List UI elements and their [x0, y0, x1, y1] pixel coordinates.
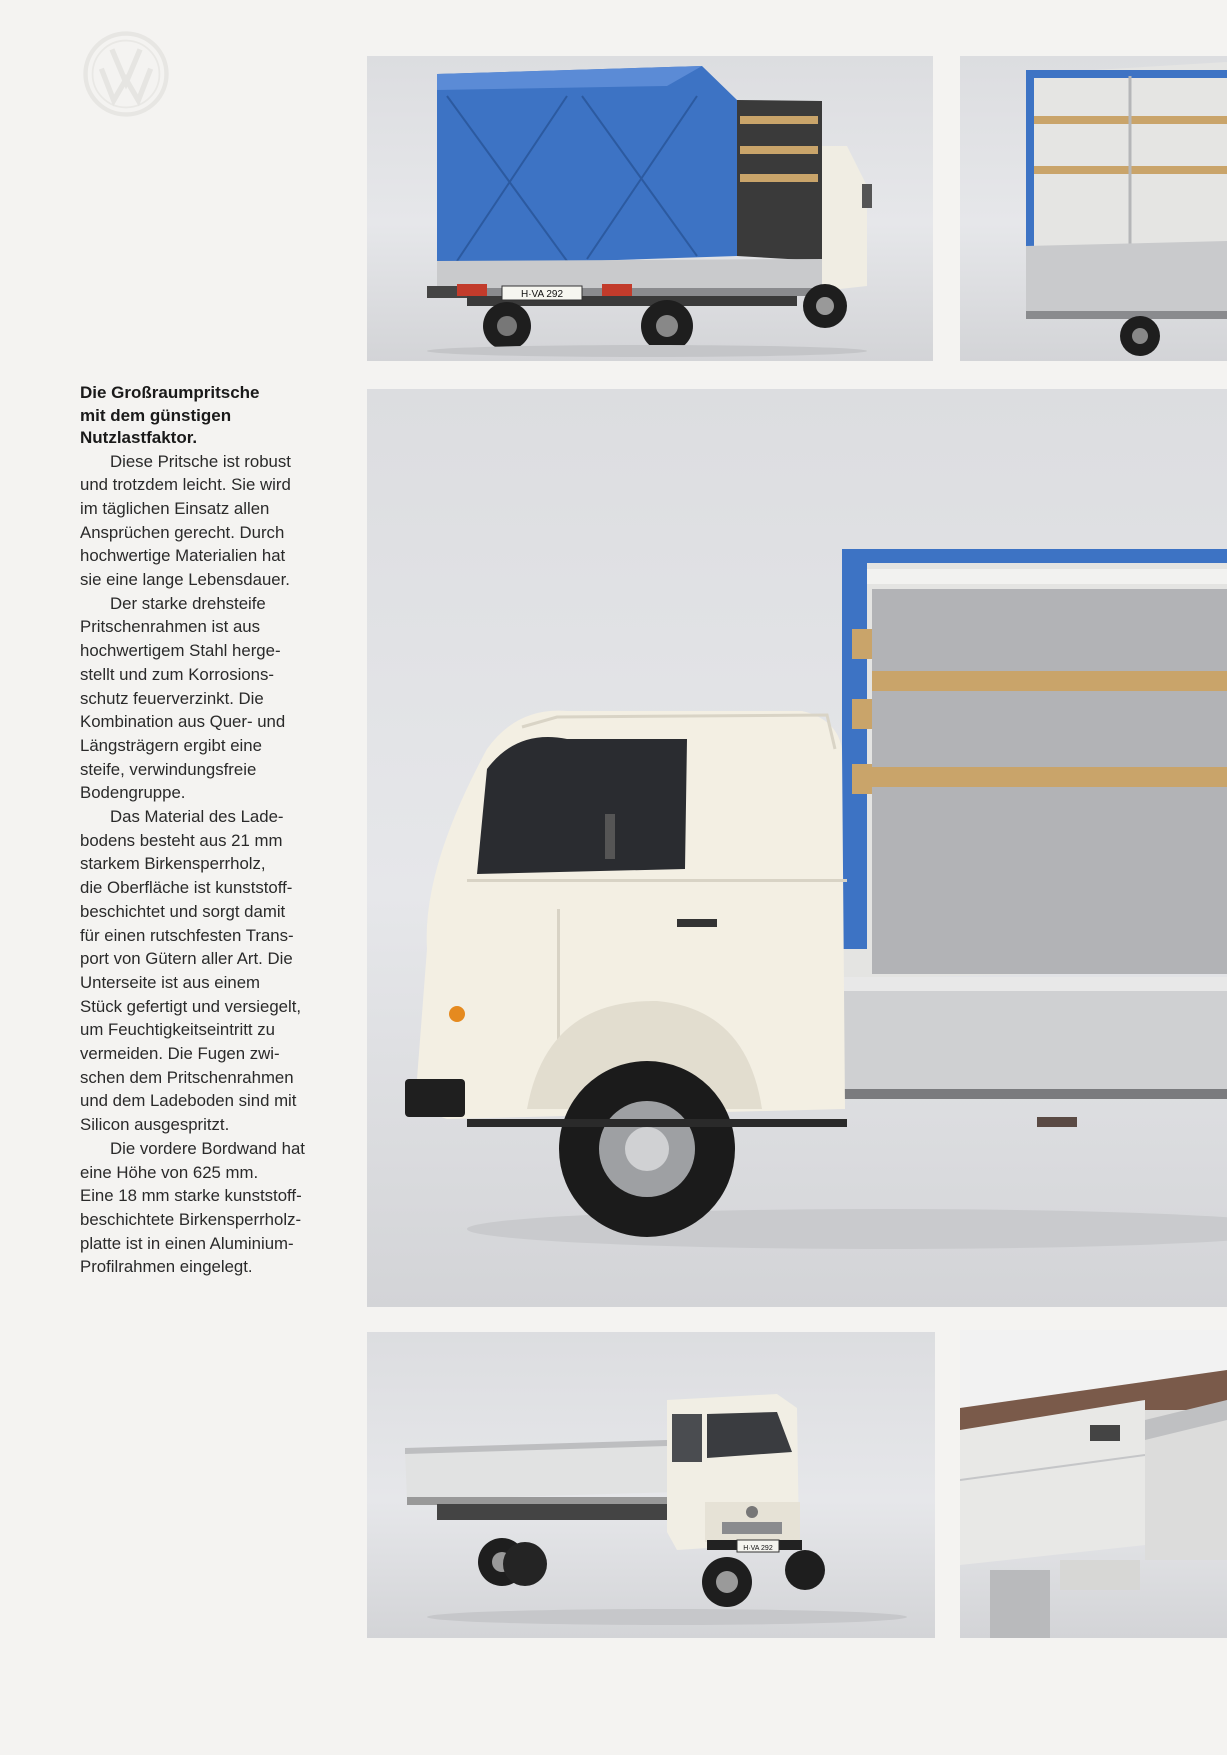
plate-text: H·VA 292	[520, 289, 564, 300]
article-paragraph-4: Die vordere Bordwand hat eine Höhe von 625 mm. Eine 18 mm starke kunststoff- beschichtete Birkensperrholz- platte ist in einen Aluminium- Profilrahmen eingelegt.	[80, 1138, 305, 1277]
plate-text: H·VA 292	[743, 1545, 773, 1552]
vw-logo-icon	[82, 30, 170, 118]
article-heading: Die Großraumpritsche mit dem günstigen Nutzlastfaktor.	[80, 383, 260, 447]
photo-main-truck-side	[367, 389, 1227, 1307]
article	[80, 382, 360, 1279]
article-paragraph-1: Diese Pritsche ist robust und trotzdem leicht. Sie wird im täglichen Einsatz allen Ansprüchen gerecht. Durch hochwertige Materialien hat sie eine lange Lebensdauer.	[80, 451, 291, 590]
photo-dropside-truck-front	[367, 1332, 935, 1638]
photo-tarp-frame-detail	[960, 56, 1227, 361]
article-paragraph-2: Der starke drehsteife Pritschenrahmen ist aus hochwertigem Stahl herge- stellt und zum Korrosions- schutz feuerverzinkt. Die Kombination aus Quer- und Längsträgern ergibt eine steife, verwindungsfreie Bodengruppe.	[80, 593, 286, 803]
photo-loadbed-detail	[960, 1330, 1227, 1638]
article-paragraph-3: Das Material des Lade- bodens besteht aus 21 mm starkem Birkensperrholz, die Oberfläche ist kunststoff- beschichtet und sorgt damit für einen rutschfesten Trans- port von Gütern aller Art. Die Unterseite ist aus einem Stück gefertigt und versiegelt, um Feuchtigkeitseintritt zu vermeiden. Die Fugen zwi- schen dem Pritschenrahmen und dem Ladeboden sind mit Silicon ausgespritzt.	[80, 807, 302, 1135]
photo-tarp-truck-rear	[367, 56, 933, 361]
